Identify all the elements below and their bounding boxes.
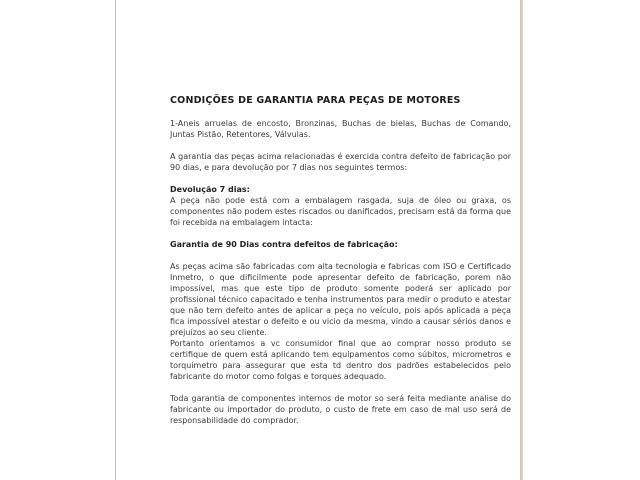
paragraph-internal-components: Toda garantia de componentes internos de motor so será feita mediante analise do fabricante ou importador do produto, o custo de frete em caso de mal uso será de responsabilidade do comprador.: [170, 394, 511, 425]
page-edge-left-rule: [115, 0, 116, 480]
paragraph-fabrication-defects: As peças acima são fabricadas com alta tecnologia e fabricas com ISO e Certificado Inmetro, o que dificilmente pode apresentar defeito de fabricação, porem não impossível, mas que este tipo de produto somente poderá ser aplicado por profissional técnico capacitado e tenha instrumentos para medir o produto e atestar que não tem defeito antes de aplicar a peça no veículo, pois após aplicada a peça fica impossível atestar o defeito e ou vicio da mesma, vindo a causar sérios danos e prejuízos ao seu cliente.: [170, 262, 511, 337]
paragraph-warranty-summary: A garantia das peças acima relacionadas é exercida contra defeito de fabricação por 90 dias, e para devolução por 7 dias nos seguintes termos:: [170, 152, 511, 172]
heading-devolucao-7-dias: Devolução 7 dias:: [170, 185, 250, 194]
paragraph-parts-list: 1-Aneis arruelas de encosto, Bronzinas, Buchas de bielas, Buchas de Comando, Juntas Pistão, Retentores, Válvulas.: [170, 119, 511, 139]
paragraph-consumer-guidance: Portanto orientamos a vc consumidor final que ao comprar nosso produto se certifique de quem está aplicando tem equipamentos como súbitos, micrometros e torquímetro para assegurar que esta td dentro dos padrões estabelecidos pelo fabricante do motor como folgas e torques adequado.: [170, 339, 511, 381]
heading-garantia-90-dias: Garantia de 90 Dias contra defeitos de fabricação:: [170, 240, 398, 249]
page-edge-right-rule: [520, 0, 523, 480]
document-body: [170, 94, 511, 426]
paragraph-devolucao-terms: A peça não pode está com a embalagem rasgada, suja de óleo ou graxa, os componentes não podem estes riscados ou danificados, precisam está da forma que foi recebida na embalagem intacta:: [170, 196, 511, 227]
document-title: CONDIÇÕES DE GARANTIA PARA PEÇAS DE MOTORES: [170, 95, 461, 106]
